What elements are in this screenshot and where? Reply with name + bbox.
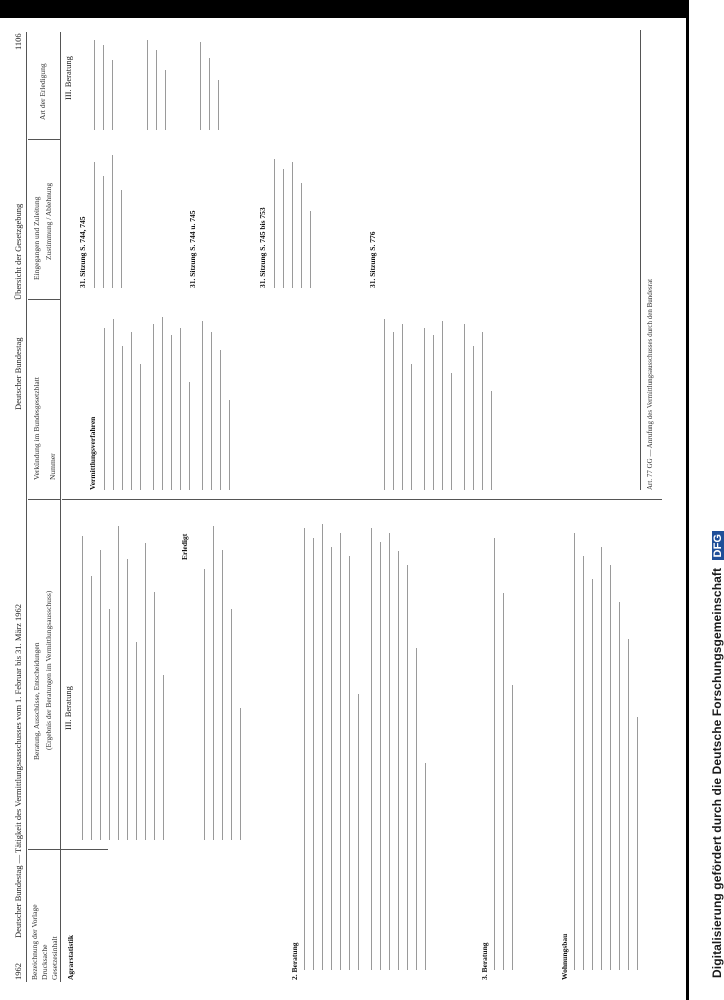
scanned-page — [0, 18, 686, 1000]
text-block-left-1 — [78, 510, 178, 840]
label-sitzung-744-745: 31. Sitzung S. 744, 745 — [78, 216, 87, 288]
label-erledigt: Erledigt — [180, 533, 189, 560]
col-head-4b: Zustimmung / Ablehnung — [44, 182, 53, 260]
col-head-2b: (Ergebnis der Beratungen im Vermittlungsausschuss) — [44, 590, 53, 750]
text-block-left-2 — [200, 510, 270, 840]
sidebar-border — [686, 0, 689, 1000]
dfg-sidebar — [686, 0, 724, 1000]
page-number-right: 1106 — [13, 33, 23, 50]
text-block-right-3 — [270, 148, 360, 288]
rotated-page-content — [0, 18, 686, 1000]
text-block-left-3 — [300, 510, 470, 970]
col-sep-1 — [28, 849, 108, 850]
text-block-left-4 — [490, 510, 550, 970]
text-block-right-5 — [380, 310, 600, 490]
label-sitzung-744-u-745: 31. Sitzung S. 744 u. 745 — [188, 210, 197, 288]
top-black-bar — [0, 0, 686, 18]
col-sep-4 — [28, 139, 60, 140]
label-sitzung-776: 31. Sitzung S. 776 — [368, 231, 377, 288]
running-head-right-b: Übersicht der Gesetzgebung — [13, 203, 23, 300]
col-head-1b: Drucksache — [40, 944, 49, 980]
text-block-right-4 — [90, 30, 310, 130]
col-head-1a: Bezeichnung der Vorlage — [30, 904, 39, 980]
footnote-rule — [640, 30, 641, 490]
column-head-rule — [60, 32, 61, 982]
col-head-4: Eingegangen und Zuleitung — [32, 196, 41, 280]
dfg-credit-label: Digitalisierung gefördert durch die Deutsche Forschungsgemeinschaft — [710, 567, 724, 978]
label-sitzung-745-753: 31. Sitzung S. 745 bis 753 — [258, 207, 267, 288]
col-head-3: Verkündung im Bundesgesetzblatt — [32, 377, 41, 480]
col-head-3b: Nummer — [48, 453, 57, 480]
label-agrarstatistik: Agrarstatistik — [66, 935, 75, 980]
label-2-beratung: 2. Beratung — [290, 942, 299, 980]
col-head-2: Beratung, Ausschüsse, Entscheidungen — [32, 642, 41, 760]
col-head-1c: Gesetzesinhalt — [50, 936, 59, 980]
footnote-text: Art. 77 GG — Anrufung des Vermittlungsausschusses durch den Bundesrat — [646, 278, 654, 490]
running-head-left: Deutscher Bundestag — Tätigkeit des Vermittlungsausschusses vom 1. Februar bis 31. März 1962 — [13, 604, 23, 938]
section-heading-1: III. Beratung — [63, 686, 73, 730]
label-vermittlungsverfahren: Vermittlungsverfahren — [88, 416, 97, 490]
running-head-right-a: Deutscher Bundestag — [13, 337, 23, 410]
col-sep-3 — [28, 299, 60, 300]
dfg-credit-text — [710, 531, 724, 978]
text-block-right-2 — [90, 148, 170, 288]
text-block-right-1 — [100, 310, 310, 490]
text-block-left-5 — [570, 510, 680, 970]
center-divider — [62, 499, 662, 500]
dfg-logo-badge: DFG — [712, 531, 724, 561]
label-wohnungsbau: Wohnungsbau — [560, 933, 569, 980]
col-sep-2 — [28, 499, 60, 500]
label-3-beratung: 3. Beratung — [480, 942, 489, 980]
col-head-5: Art der Erledigung — [38, 63, 47, 120]
head-rule — [26, 32, 27, 982]
page-number-left: 1962 — [13, 963, 23, 980]
section-heading-2: III. Beratung — [63, 56, 73, 100]
